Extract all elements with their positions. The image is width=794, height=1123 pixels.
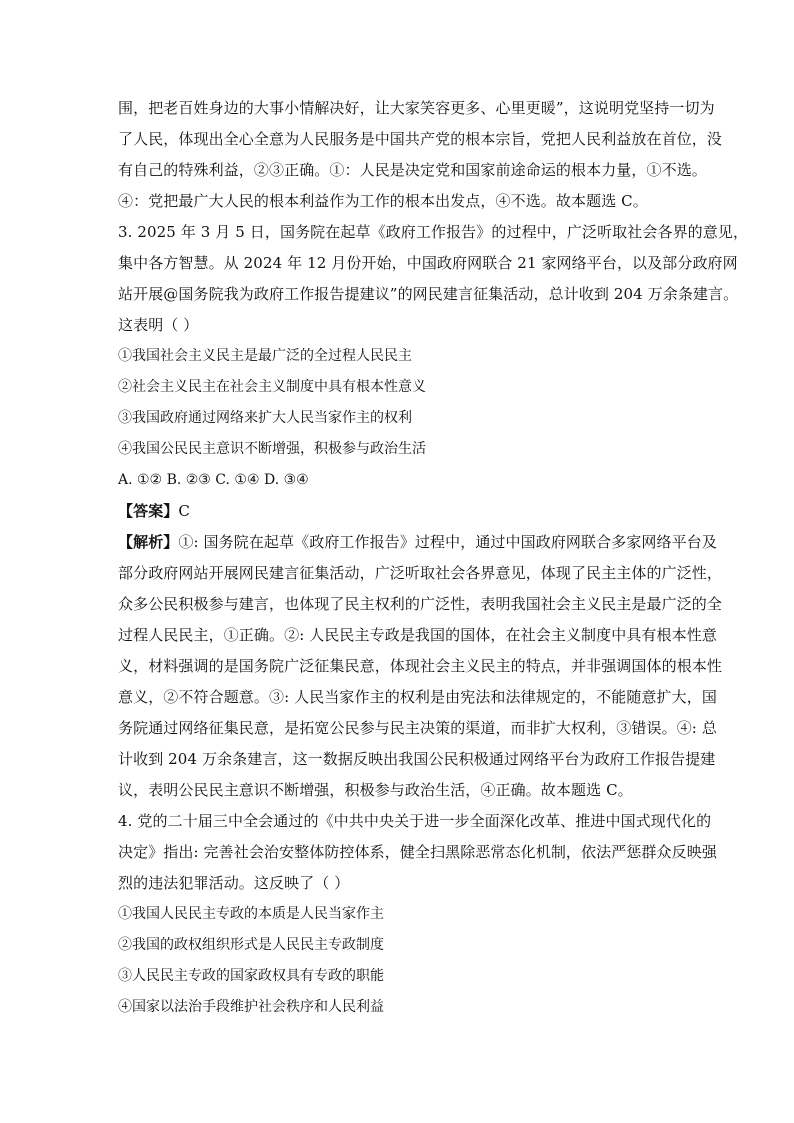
document-page: [118, 93, 749, 1023]
analysis-block: [118, 527, 723, 806]
stem-line: 3. 2025 年 3 月 5 日，国务院在起草《政府工作报告》的过程中，广泛听取社会各界的意见，: [118, 223, 749, 241]
question-4-stem: [118, 806, 717, 899]
question-4: [118, 806, 717, 1023]
question-4-options: [118, 899, 684, 1023]
stem-line: 决定》指出: 完善社会治安整体防控体系，健全扫黑除恶常态化机制，依法严惩群众反映强: [118, 843, 717, 861]
analysis-line: 议，表明公民民主意识不断增强，积极参与政治生活，④正确。故本题选 C。: [118, 781, 633, 799]
option-item: ②我国的政权组织形式是人民民主专政制度: [118, 937, 384, 953]
text-line: ④：党把最广大人民的根本利益作为工作的根本出发点，④不选。故本题选 C。: [118, 192, 648, 210]
stem-line: 烈的违法犯罪活动。这反映了（ ）: [118, 874, 350, 892]
option-item: ④国家以法治手段维护社会秩序和人民利益: [118, 999, 384, 1015]
text-line: 了人民，体现出全心全意为人民服务是中国共产党的根本宗旨，党把人民利益放在首位，没: [118, 130, 723, 148]
previous-explanation: [118, 93, 723, 217]
stem-line: 这表明（ ）: [118, 316, 199, 334]
option-item: ②社会主义民主在社会主义制度中具有根本性意义: [118, 379, 426, 395]
text-line: 围，把老百姓身边的大事小情解决好，让大家笑容更多、心里更暖”，这说明党坚持一切为: [118, 99, 715, 117]
analysis-line: 计收到 204 万余条建言，这一数据反映出我国公民积极通过网络平台为政府工作报告提建: [118, 750, 716, 768]
text-line: 有自己的特殊利益，②③正确。①：人民是决定党和国家前途命运的根本力量，①不选。: [118, 161, 707, 179]
stem-line: 4. 党的二十届三中全会通过的《中共中央关于进一步全面深化改革、推进中国式现代化的: [118, 812, 712, 830]
answer-value: C: [178, 502, 190, 520]
analysis-label: 【解析】: [118, 533, 179, 551]
answer-label: 【答案】: [118, 502, 179, 520]
analysis-line: 众多公民积极参与建言，也体现了民主权利的广泛性，表明我国社会主义民主是最广泛的全: [118, 595, 723, 613]
stem-line: 站开展@国务院我为政府工作报告提建议”的网民建言征集活动，总计收到 204 万余条建言。: [118, 285, 739, 303]
stem-line: 集中各方智慧。从 2024 年 12 月份开始，中国政府网联合 21 家网络平台，以及部分政府网: [118, 254, 738, 272]
question-3-options: [118, 341, 684, 465]
question-3-stem: [118, 217, 749, 341]
option-item: ③人民民主专政的国家政权具有专政的职能: [118, 968, 384, 984]
analysis-line: [118, 527, 717, 558]
answer-choices: A. ①② B. ②③ C. ①④ D. ③④: [118, 472, 309, 488]
analysis-line: 义，材料强调的是国务院广泛征集民意，体现社会主义民主的特点，并非强调国体的根本性: [118, 657, 723, 675]
option-item: ④我国公民民主意识不断增强，积极参与政治生活: [118, 441, 426, 457]
answer-line: [118, 496, 684, 527]
option-item: ③我国政府通过网络来扩大人民当家作主的权利: [118, 410, 412, 426]
question-3: [118, 217, 749, 806]
option-item: ①我国人民民主专政的本质是人民当家作主: [118, 906, 384, 922]
analysis-line: 部分政府网站开展网民建言征集活动，广泛听取社会各界意见，体现了民主主体的广泛性，: [118, 564, 723, 582]
analysis-line: 意义，②不符合题意。③: 人民当家作主的权利是由宪法和法律规定的，不能随意扩大，国: [118, 688, 717, 706]
analysis-line: 务院通过网络征集民意，是拓宽公民参与民主决策的渠道，而非扩大权利，③错误。④: 总: [118, 719, 717, 737]
option-item: ①我国社会主义民主是最广泛的全过程人民民主: [118, 348, 412, 364]
analysis-line: 过程人民民主，①正确。②: 人民民主专政是我国的国体，在社会主义制度中具有根本性意: [118, 626, 717, 644]
analysis-text: ①: 国务院在起草《政府工作报告》过程中，通过中国政府网联合多家网络平台及: [178, 533, 717, 551]
